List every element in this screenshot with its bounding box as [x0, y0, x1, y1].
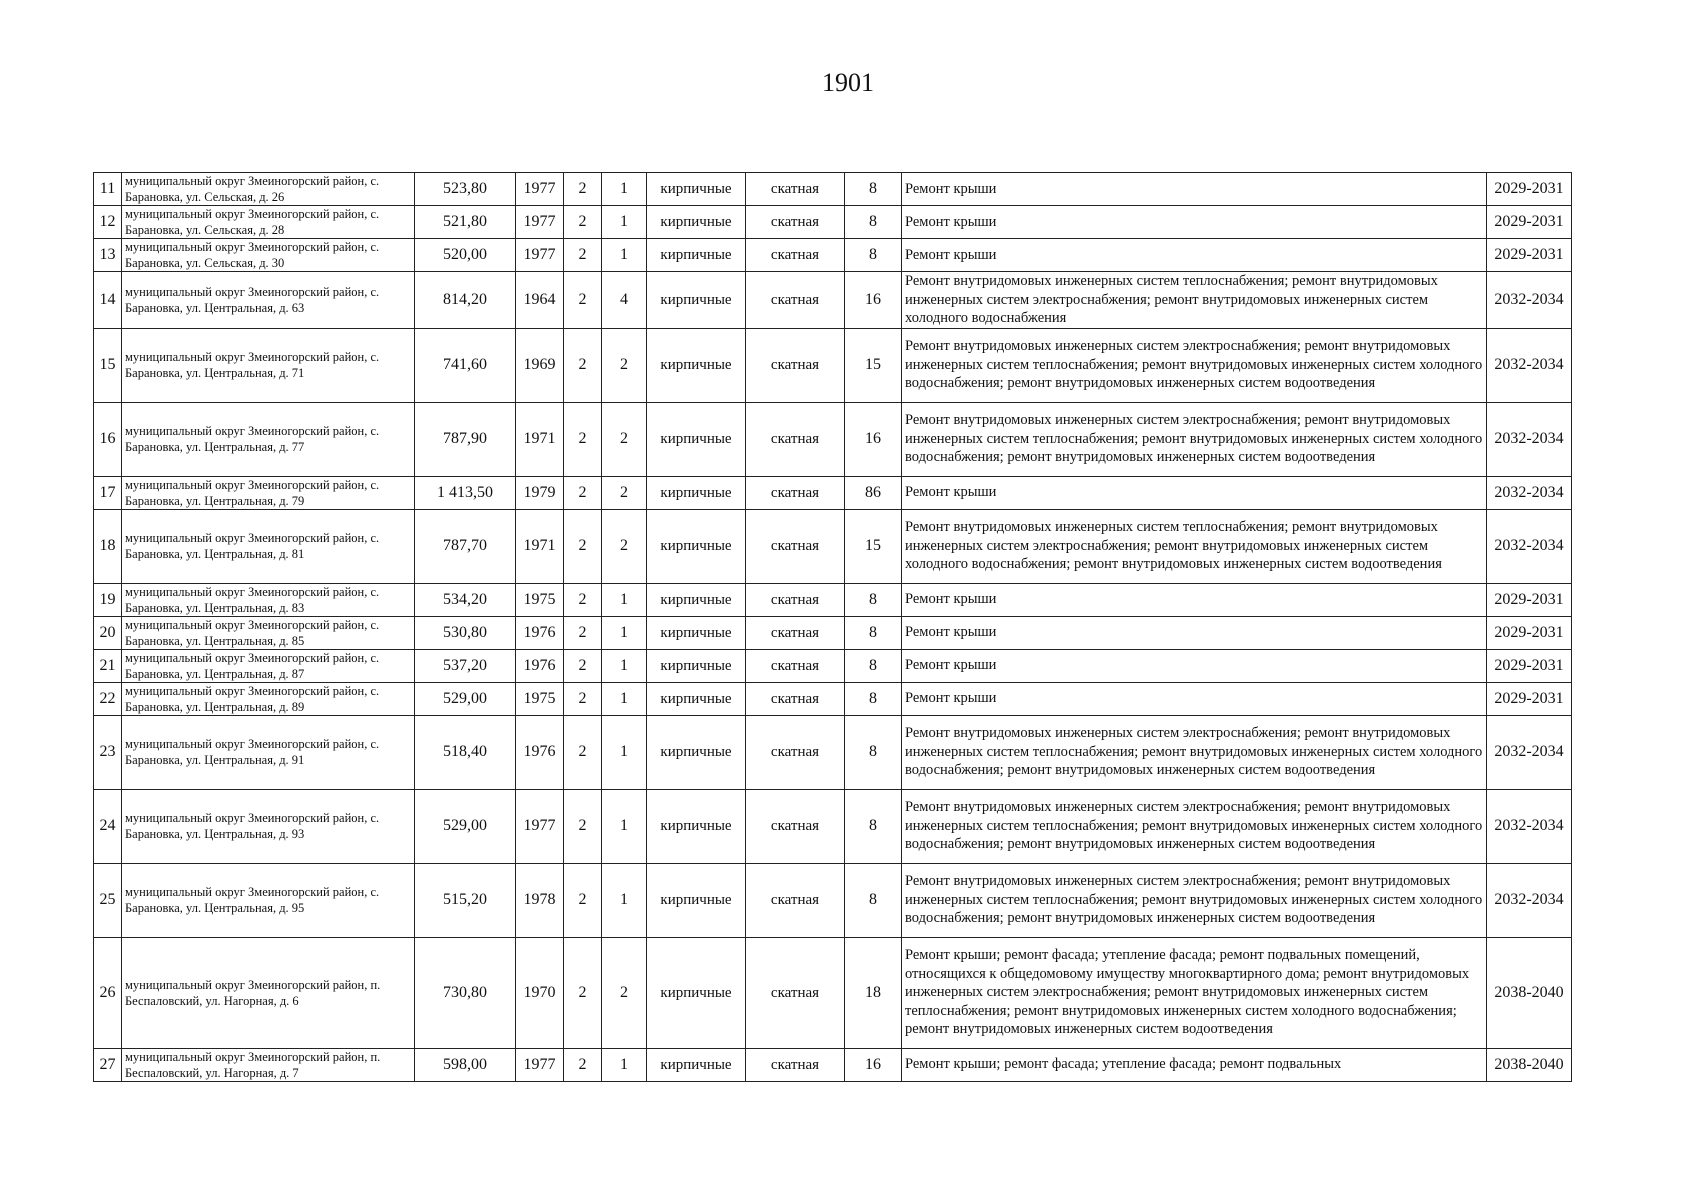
- table-row: [94, 328, 1572, 402]
- roof-type-cell: скатная: [746, 937, 845, 1048]
- year-cell: 1977: [516, 206, 564, 239]
- entrances-cell: 1: [602, 863, 647, 937]
- address-cell: муниципальный округ Змеиногорский район, с. Барановка, ул. Центральная, д. 87: [122, 649, 415, 682]
- apartments-cell: 18: [845, 937, 902, 1048]
- entrances-cell: 1: [602, 206, 647, 239]
- floors-cell: 2: [564, 863, 602, 937]
- year-cell: 1971: [516, 402, 564, 476]
- address-cell: муниципальный округ Змеиногорский район, с. Барановка, ул. Сельская, д. 26: [122, 173, 415, 206]
- address-cell: муниципальный округ Змеиногорский район, с. Барановка, ул. Центральная, д. 71: [122, 328, 415, 402]
- wall-material-cell: кирпичные: [647, 649, 746, 682]
- table-row: [94, 173, 1572, 206]
- roof-type-cell: скатная: [746, 789, 845, 863]
- wall-material-cell: кирпичные: [647, 272, 746, 329]
- floors-cell: 2: [564, 402, 602, 476]
- wall-material-cell: кирпичные: [647, 583, 746, 616]
- area-cell: 598,00: [415, 1048, 516, 1081]
- entrances-cell: 1: [602, 682, 647, 715]
- year-cell: 1978: [516, 863, 564, 937]
- apartments-cell: 16: [845, 1048, 902, 1081]
- roof-type-cell: скатная: [746, 402, 845, 476]
- period-cell: 2032-2034: [1487, 476, 1572, 509]
- year-cell: 1964: [516, 272, 564, 329]
- roof-type-cell: скатная: [746, 239, 845, 272]
- period-cell: 2029-2031: [1487, 583, 1572, 616]
- address-cell: муниципальный округ Змеиногорский район, с. Барановка, ул. Центральная, д. 85: [122, 616, 415, 649]
- floors-cell: 2: [564, 649, 602, 682]
- roof-type-cell: скатная: [746, 272, 845, 329]
- row-number-cell: 19: [94, 583, 122, 616]
- area-cell: 741,60: [415, 328, 516, 402]
- apartments-cell: 8: [845, 206, 902, 239]
- year-cell: 1977: [516, 239, 564, 272]
- page-number: 1901: [822, 68, 874, 97]
- year-cell: 1977: [516, 1048, 564, 1081]
- year-cell: 1970: [516, 937, 564, 1048]
- address-cell: муниципальный округ Змеиногорский район, с. Барановка, ул. Центральная, д. 91: [122, 715, 415, 789]
- period-cell: 2032-2034: [1487, 272, 1572, 329]
- apartments-cell: 8: [845, 173, 902, 206]
- wall-material-cell: кирпичные: [647, 682, 746, 715]
- entrances-cell: 1: [602, 649, 647, 682]
- year-cell: 1976: [516, 715, 564, 789]
- apartments-cell: 16: [845, 272, 902, 329]
- roof-type-cell: скатная: [746, 1048, 845, 1081]
- entrances-cell: 1: [602, 1048, 647, 1081]
- roof-type-cell: скатная: [746, 583, 845, 616]
- area-cell: 1 413,50: [415, 476, 516, 509]
- roof-type-cell: скатная: [746, 206, 845, 239]
- floors-cell: 2: [564, 206, 602, 239]
- wall-material-cell: кирпичные: [647, 509, 746, 583]
- area-cell: 787,90: [415, 402, 516, 476]
- apartments-cell: 8: [845, 239, 902, 272]
- address-cell: муниципальный округ Змеиногорский район, с. Барановка, ул. Центральная, д. 77: [122, 402, 415, 476]
- floors-cell: 2: [564, 272, 602, 329]
- apartments-cell: 8: [845, 616, 902, 649]
- table-row: [94, 616, 1572, 649]
- apartments-cell: 86: [845, 476, 902, 509]
- row-number-cell: 16: [94, 402, 122, 476]
- apartments-cell: 8: [845, 682, 902, 715]
- area-cell: 730,80: [415, 937, 516, 1048]
- floors-cell: 2: [564, 509, 602, 583]
- table-row: [94, 789, 1572, 863]
- wall-material-cell: кирпичные: [647, 1048, 746, 1081]
- wall-material-cell: кирпичные: [647, 616, 746, 649]
- roof-type-cell: скатная: [746, 649, 845, 682]
- floors-cell: 2: [564, 328, 602, 402]
- table-row: [94, 1048, 1572, 1081]
- works-cell: Ремонт внутридомовых инженерных систем теплоснабжения; ремонт внутридомовых инженерных систем электроснабжения; ремонт внутридомовых инженерных систем холодного водоснабжения; ремонт внутридомовых инженерных систем водоотведения: [902, 509, 1487, 583]
- works-cell: Ремонт крыши; ремонт фасада; утепление фасада; ремонт подвальных помещений, относящихся к общедомовому имуществу многоквартирного дома; ремонт внутридомовых инженерных систем электроснабжения; ремонт внутридомовых инженерных систем теплоснабжения; ремонт внутридомовых инженерных систем холодного водоснабжения; ремонт внутридомовых инженерных систем водоотведения: [902, 937, 1487, 1048]
- area-cell: 814,20: [415, 272, 516, 329]
- wall-material-cell: кирпичные: [647, 402, 746, 476]
- works-cell: Ремонт крыши: [902, 649, 1487, 682]
- roof-type-cell: скатная: [746, 476, 845, 509]
- table-row: [94, 682, 1572, 715]
- floors-cell: 2: [564, 715, 602, 789]
- period-cell: 2032-2034: [1487, 715, 1572, 789]
- row-number-cell: 22: [94, 682, 122, 715]
- row-number-cell: 21: [94, 649, 122, 682]
- works-cell: Ремонт внутридомовых инженерных систем электроснабжения; ремонт внутридомовых инженерных систем теплоснабжения; ремонт внутридомовых инженерных систем холодного водоснабжения; ремонт внутридомовых инженерных систем водоотведения: [902, 402, 1487, 476]
- area-cell: 518,40: [415, 715, 516, 789]
- year-cell: 1979: [516, 476, 564, 509]
- wall-material-cell: кирпичные: [647, 789, 746, 863]
- row-number-cell: 25: [94, 863, 122, 937]
- period-cell: 2038-2040: [1487, 1048, 1572, 1081]
- row-number-cell: 11: [94, 173, 122, 206]
- period-cell: 2032-2034: [1487, 509, 1572, 583]
- row-number-cell: 27: [94, 1048, 122, 1081]
- address-cell: муниципальный округ Змеиногорский район, с. Барановка, ул. Центральная, д. 81: [122, 509, 415, 583]
- floors-cell: 2: [564, 1048, 602, 1081]
- period-cell: 2032-2034: [1487, 863, 1572, 937]
- row-number-cell: 14: [94, 272, 122, 329]
- repair-schedule-table: [93, 172, 1572, 1082]
- row-number-cell: 15: [94, 328, 122, 402]
- address-cell: муниципальный округ Змеиногорский район, с. Барановка, ул. Центральная, д. 63: [122, 272, 415, 329]
- wall-material-cell: кирпичные: [647, 863, 746, 937]
- floors-cell: 2: [564, 239, 602, 272]
- works-cell: Ремонт внутридомовых инженерных систем электроснабжения; ремонт внутридомовых инженерных систем теплоснабжения; ремонт внутридомовых инженерных систем холодного водоснабжения; ремонт внутридомовых инженерных систем водоотведения: [902, 789, 1487, 863]
- floors-cell: 2: [564, 583, 602, 616]
- floors-cell: 2: [564, 682, 602, 715]
- entrances-cell: 1: [602, 239, 647, 272]
- row-number-cell: 13: [94, 239, 122, 272]
- entrances-cell: 1: [602, 583, 647, 616]
- entrances-cell: 1: [602, 173, 647, 206]
- area-cell: 530,80: [415, 616, 516, 649]
- roof-type-cell: скатная: [746, 863, 845, 937]
- roof-type-cell: скатная: [746, 509, 845, 583]
- works-cell: Ремонт внутридомовых инженерных систем электроснабжения; ремонт внутридомовых инженерных систем теплоснабжения; ремонт внутридомовых инженерных систем холодного водоснабжения; ремонт внутридомовых инженерных систем водоотведения: [902, 328, 1487, 402]
- apartments-cell: 8: [845, 715, 902, 789]
- year-cell: 1977: [516, 789, 564, 863]
- wall-material-cell: кирпичные: [647, 715, 746, 789]
- entrances-cell: 1: [602, 715, 647, 789]
- area-cell: 529,00: [415, 789, 516, 863]
- works-cell: Ремонт крыши: [902, 616, 1487, 649]
- year-cell: 1976: [516, 616, 564, 649]
- table-row: [94, 476, 1572, 509]
- address-cell: муниципальный округ Змеиногорский район, с. Барановка, ул. Центральная, д. 83: [122, 583, 415, 616]
- works-cell: Ремонт крыши: [902, 173, 1487, 206]
- apartments-cell: 16: [845, 402, 902, 476]
- table-row: [94, 937, 1572, 1048]
- year-cell: 1976: [516, 649, 564, 682]
- row-number-cell: 12: [94, 206, 122, 239]
- floors-cell: 2: [564, 476, 602, 509]
- entrances-cell: 4: [602, 272, 647, 329]
- floors-cell: 2: [564, 616, 602, 649]
- works-cell: Ремонт крыши: [902, 206, 1487, 239]
- address-cell: муниципальный округ Змеиногорский район, с. Барановка, ул. Центральная, д. 95: [122, 863, 415, 937]
- wall-material-cell: кирпичные: [647, 173, 746, 206]
- table-row: [94, 649, 1572, 682]
- works-cell: Ремонт крыши: [902, 682, 1487, 715]
- area-cell: 521,80: [415, 206, 516, 239]
- period-cell: 2032-2034: [1487, 402, 1572, 476]
- works-cell: Ремонт крыши: [902, 239, 1487, 272]
- works-cell: Ремонт внутридомовых инженерных систем электроснабжения; ремонт внутридомовых инженерных систем теплоснабжения; ремонт внутридомовых инженерных систем холодного водоснабжения; ремонт внутридомовых инженерных систем водоотведения: [902, 863, 1487, 937]
- address-cell: муниципальный округ Змеиногорский район, с. Барановка, ул. Центральная, д. 89: [122, 682, 415, 715]
- period-cell: 2029-2031: [1487, 239, 1572, 272]
- apartments-cell: 8: [845, 583, 902, 616]
- row-number-cell: 24: [94, 789, 122, 863]
- address-cell: муниципальный округ Змеиногорский район, с. Барановка, ул. Центральная, д. 79: [122, 476, 415, 509]
- area-cell: 534,20: [415, 583, 516, 616]
- table-row: [94, 509, 1572, 583]
- entrances-cell: 2: [602, 937, 647, 1048]
- apartments-cell: 15: [845, 328, 902, 402]
- address-cell: муниципальный округ Змеиногорский район, п. Беспаловский, ул. Нагорная, д. 7: [122, 1048, 415, 1081]
- period-cell: 2029-2031: [1487, 173, 1572, 206]
- address-cell: муниципальный округ Змеиногорский район, с. Барановка, ул. Центральная, д. 93: [122, 789, 415, 863]
- address-cell: муниципальный округ Змеиногорский район, п. Беспаловский, ул. Нагорная, д. 6: [122, 937, 415, 1048]
- year-cell: 1971: [516, 509, 564, 583]
- period-cell: 2029-2031: [1487, 206, 1572, 239]
- area-cell: 787,70: [415, 509, 516, 583]
- works-cell: Ремонт крыши; ремонт фасада; утепление фасада; ремонт подвальных: [902, 1048, 1487, 1081]
- year-cell: 1977: [516, 173, 564, 206]
- apartments-cell: 8: [845, 863, 902, 937]
- table-row: [94, 402, 1572, 476]
- floors-cell: 2: [564, 937, 602, 1048]
- apartments-cell: 8: [845, 649, 902, 682]
- table-row: [94, 206, 1572, 239]
- row-number-cell: 18: [94, 509, 122, 583]
- works-cell: Ремонт внутридомовых инженерных систем электроснабжения; ремонт внутридомовых инженерных систем теплоснабжения; ремонт внутридомовых инженерных систем холодного водоснабжения; ремонт внутридомовых инженерных систем водоотведения: [902, 715, 1487, 789]
- entrances-cell: 1: [602, 616, 647, 649]
- table-row: [94, 863, 1572, 937]
- floors-cell: 2: [564, 173, 602, 206]
- row-number-cell: 17: [94, 476, 122, 509]
- entrances-cell: 2: [602, 328, 647, 402]
- period-cell: 2038-2040: [1487, 937, 1572, 1048]
- wall-material-cell: кирпичные: [647, 239, 746, 272]
- period-cell: 2032-2034: [1487, 328, 1572, 402]
- year-cell: 1975: [516, 583, 564, 616]
- roof-type-cell: скатная: [746, 173, 845, 206]
- period-cell: 2029-2031: [1487, 649, 1572, 682]
- area-cell: 523,80: [415, 173, 516, 206]
- area-cell: 537,20: [415, 649, 516, 682]
- wall-material-cell: кирпичные: [647, 328, 746, 402]
- wall-material-cell: кирпичные: [647, 476, 746, 509]
- apartments-cell: 15: [845, 509, 902, 583]
- works-cell: Ремонт крыши: [902, 476, 1487, 509]
- address-cell: муниципальный округ Змеиногорский район, с. Барановка, ул. Сельская, д. 30: [122, 239, 415, 272]
- entrances-cell: 2: [602, 509, 647, 583]
- apartments-cell: 8: [845, 789, 902, 863]
- year-cell: 1969: [516, 328, 564, 402]
- area-cell: 520,00: [415, 239, 516, 272]
- year-cell: 1975: [516, 682, 564, 715]
- row-number-cell: 26: [94, 937, 122, 1048]
- floors-cell: 2: [564, 789, 602, 863]
- table-row: [94, 272, 1572, 329]
- address-cell: муниципальный округ Змеиногорский район, с. Барановка, ул. Сельская, д. 28: [122, 206, 415, 239]
- wall-material-cell: кирпичные: [647, 206, 746, 239]
- wall-material-cell: кирпичные: [647, 937, 746, 1048]
- row-number-cell: 23: [94, 715, 122, 789]
- table-row: [94, 239, 1572, 272]
- roof-type-cell: скатная: [746, 715, 845, 789]
- period-cell: 2029-2031: [1487, 682, 1572, 715]
- works-cell: Ремонт внутридомовых инженерных систем теплоснабжения; ремонт внутридомовых инженерных систем электроснабжения; ремонт внутридомовых инженерных систем холодного водоснабжения: [902, 272, 1487, 329]
- period-cell: 2029-2031: [1487, 616, 1572, 649]
- area-cell: 515,20: [415, 863, 516, 937]
- row-number-cell: 20: [94, 616, 122, 649]
- area-cell: 529,00: [415, 682, 516, 715]
- entrances-cell: 1: [602, 789, 647, 863]
- table-row: [94, 583, 1572, 616]
- period-cell: 2032-2034: [1487, 789, 1572, 863]
- roof-type-cell: скатная: [746, 682, 845, 715]
- works-cell: Ремонт крыши: [902, 583, 1487, 616]
- table-row: [94, 715, 1572, 789]
- entrances-cell: 2: [602, 402, 647, 476]
- roof-type-cell: скатная: [746, 616, 845, 649]
- roof-type-cell: скатная: [746, 328, 845, 402]
- entrances-cell: 2: [602, 476, 647, 509]
